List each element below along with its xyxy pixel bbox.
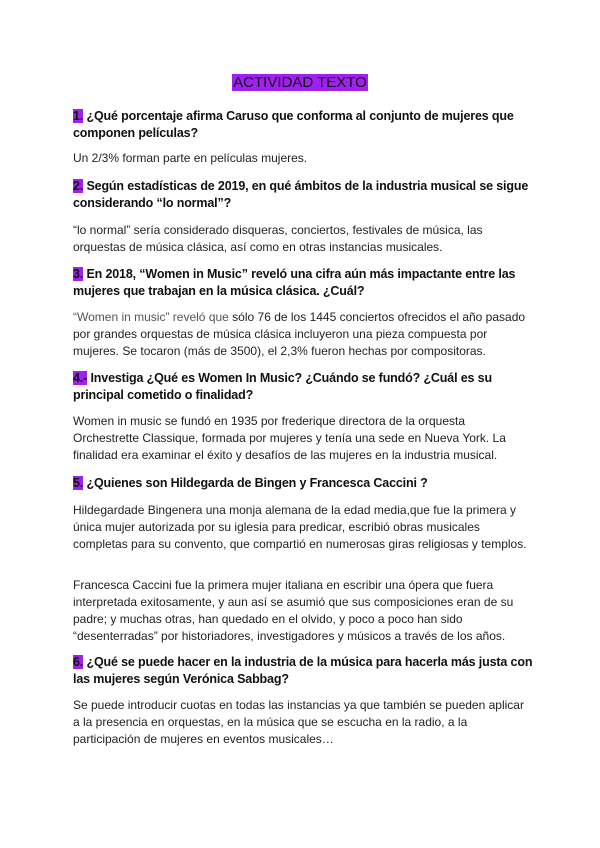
question-number: 3. <box>73 267 84 281</box>
question-number: 6. <box>73 655 84 669</box>
question-text: ¿Qué se puede hacer en la industria de la música para hacerla más justa con las mujeres según Verónica Sabbag? <box>73 655 533 686</box>
title-text: ACTIVIDAD TEXTO <box>233 74 367 91</box>
answer-2: “lo normal” sería considerado disqueras, conciertos, festivales de música, las orquestas de música clásica, así como en otras instancias musicales. <box>73 223 483 254</box>
answer-prefix: “Women in music” reveló que <box>73 310 229 324</box>
question-text: Investiga ¿Qué es Women In Music? ¿Cuándo se fundó? ¿Cuál es su principal cometido o finalidad? <box>73 371 492 402</box>
question-2 <box>73 178 533 212</box>
question-number: 1. <box>73 109 84 123</box>
answer-4: Women in music se fundó en 1935 por frederique directora de la orquesta Orchestrette Classique, formada por mujeres y tenía una sede en Nueva York. La finalidad era examinar el éxito y desafíos de las mujeres en la industria musical. <box>73 414 506 462</box>
question-4 <box>73 370 533 404</box>
question-text: En 2018, “Women in Music” reveló una cifra aún más impactante entre las mujeres que trabajan en la música clásica. ¿Cuál? <box>73 267 516 298</box>
question-text: ¿Qué porcentaje afirma Caruso que conforma al conjunto de mujeres que componen películas? <box>73 109 514 140</box>
question-3 <box>73 266 533 300</box>
question-number: 2. <box>73 179 84 193</box>
answer-5b: Francesca Caccini fue la primera mujer italiana en escribir una ópera que fuera interpretada exitosamente, y aun así se asumió que sus composiciones eran de su padre; y muchas otras, han quedado en el olvido, y poco a poco han sido “desenterradas” por historiadores, investigadores y músicos a través de los años. <box>73 578 514 643</box>
question-number: 4.- <box>73 371 88 385</box>
question-text: ¿Quienes son Hildegarda de Bingen y Francesca Caccini ? <box>86 476 428 490</box>
page-title <box>0 74 600 92</box>
question-text: Según estadísticas de 2019, en qué ámbitos de la industria musical se sigue considerando “lo normal”? <box>73 179 529 210</box>
answer-3 <box>73 309 533 360</box>
answer-5a: Hildegardade Bingenera una monja alemana de la edad media,que fue la primera y única mujer autorizada por su iglesia para predicar, escribió obras musicales completas para su convento, que compartió en numerosas giras religiosas y templos. <box>73 503 527 551</box>
answer-6: Se puede introducir cuotas en todas las instancias ya que también se pueden aplicar a la presencia en orquestas, en la música que se escucha en la radio, a la participación de mujeres en eventos musicales… <box>73 698 524 746</box>
answer-text: sólo 76 de los 1445 conciertos ofrecidos el año pasado por grandes orquestas de música clásica incluyeron una pieza compuesta por mujeres. Se tocaron (más de 3500), el 2,3% fueron hechas por compositoras. <box>73 310 526 358</box>
question-number: 5. <box>73 476 84 490</box>
answer-1: Un 2/3% forman parte en películas mujeres. <box>73 151 308 165</box>
question-6 <box>73 654 533 688</box>
question-5 <box>73 475 533 492</box>
question-1 <box>73 108 533 142</box>
